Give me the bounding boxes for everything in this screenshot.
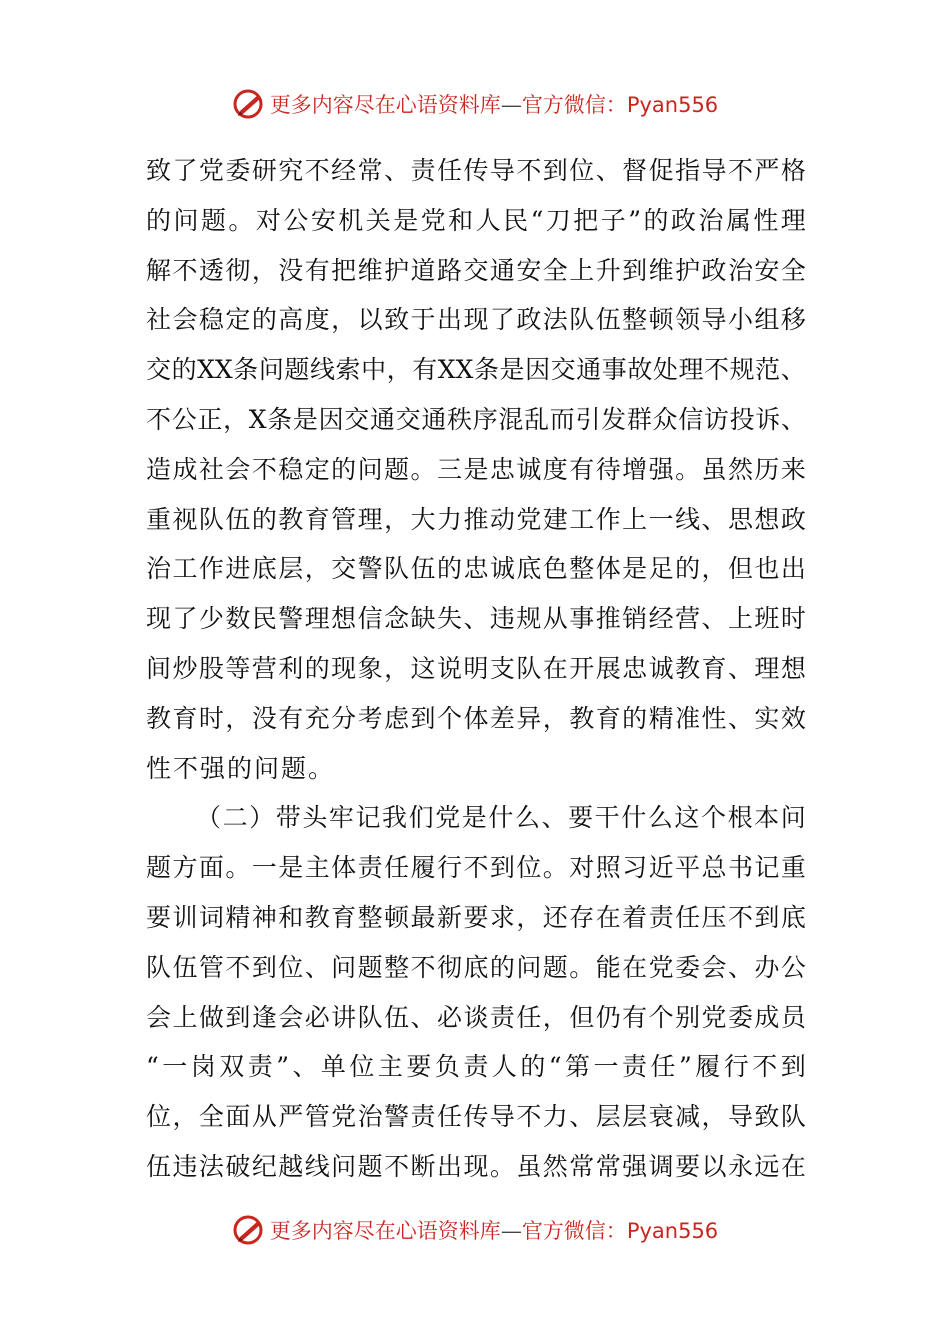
watermark-text: 更多内容尽在心语资料库—官方微信：Pyan556 bbox=[269, 93, 719, 117]
text-line: 治 工 作 进 底 层 ， 交 警 队 伍 的 忠 诚 底 色 整 体 是 足 的 ， 但 也 出 bbox=[146, 554, 806, 584]
watermark-text: 更多内容尽在心语资料库—官方微信：Pyan556 bbox=[269, 1219, 719, 1243]
text-line: 教 育 时 ， 没 有 充 分 考 虑 到 个 体 差 异 ， 教 育 的 精 准 性 、 实 效 bbox=[146, 703, 806, 733]
pen-logo-icon bbox=[232, 87, 266, 121]
text-line: 队 伍 管 不 到 位 、 问 题 整 不 彻 底 的 问 题 。 能 在 党 委 会 、 办 公 bbox=[146, 952, 806, 982]
text-line: 现 了 少 数 民 警 理 想 信 念 缺 失 、 违 规 从 事 推 销 经 营 、 上 班 时 bbox=[146, 604, 806, 634]
text-line: 会 上 做 到 逢 会 必 讲 队 伍 、 必 谈 责 任 ， 但 仍 有 个 别 党 委 成 员 bbox=[146, 1002, 806, 1032]
text-line: 重 视 队 伍 的 教 育 管 理 ， 大 力 推 动 党 建 工 作 上 一 线 、 思 想 政 bbox=[146, 504, 806, 534]
text-line: 性不强的问题。 bbox=[146, 753, 336, 783]
header-watermark bbox=[0, 84, 950, 124]
text-line: 间 炒 股 等 营 利 的 现 象 ， 这 说 明 支 队 在 开 展 忠 诚 教 育 、 理 想 bbox=[146, 653, 806, 683]
footer-watermark bbox=[0, 1210, 950, 1250]
text-line: 的 问 题 。 对 公 安 机 关 是 党 和 人 民 “ 刀 把 子 ” 的 政 治 属 性 理 bbox=[146, 205, 806, 235]
text-line: 解 不 透 彻 ， 没 有 把 维 护 道 路 交 通 安 全 上 升 到 维 护 政 治 安 全 bbox=[146, 255, 806, 285]
text-line: 位 ， 全 面 从 严 管 党 治 警 责 任 传 导 不 力 、 层 层 衰 减 ， 导 致 队 bbox=[146, 1102, 806, 1132]
text-line: 题 方 面 。 一 是 主 体 责 任 履 行 不 到 位 。 对 照 习 近 平 总 书 记 重 bbox=[146, 853, 806, 883]
text-line: 社 会 稳 定 的 高 度 ， 以 致 于 出 现 了 政 法 队 伍 整 顿 领 导 小 组 移 bbox=[146, 305, 806, 335]
text-line: 要 训 词 精 神 和 教 育 整 顿 最 新 要 求 ， 还 存 在 着 责 任 压 不 到 底 bbox=[146, 902, 806, 932]
text-line: 伍 违 法 破 纪 越 线 问 题 不 断 出 现 。 虽 然 常 常 强 调 要 以 永 远 在 bbox=[146, 1151, 806, 1181]
section-heading-line: （ 二 ） 带 头 牢 记 我 们 党 是 什 么 、 要 干 什 么 这 个 根 本 问 bbox=[196, 803, 806, 833]
document-body bbox=[146, 146, 806, 1192]
text-line: 造 成 社 会 不 稳 定 的 问 题 。 三 是 忠 诚 度 有 待 增 强 。 虽 然 历 来 bbox=[146, 454, 806, 484]
text-line: 致 了 党 委 研 究 不 经 常 、 责 任 传 导 不 到 位 、 督 促 指 导 不 严 格 bbox=[146, 156, 806, 185]
text-line: “ 一 岗 双 责 ” 、 单 位 主 要 负 责 人 的 “ 第 一 责 任 ” 履 行 不 到 bbox=[146, 1052, 806, 1082]
text-line: 交 的 XX 条 问 题 线 索 中 ， 有 XX 条 是 因 交 通 事 故 处 理 不 规 范 、 bbox=[146, 355, 806, 385]
text-line: 不 公 正 ， X 条 是 因 交 通 交 通 秩 序 混 乱 而 引 发 群 众 信 访 投 诉 、 bbox=[146, 404, 806, 434]
pen-logo-icon bbox=[232, 1213, 266, 1247]
